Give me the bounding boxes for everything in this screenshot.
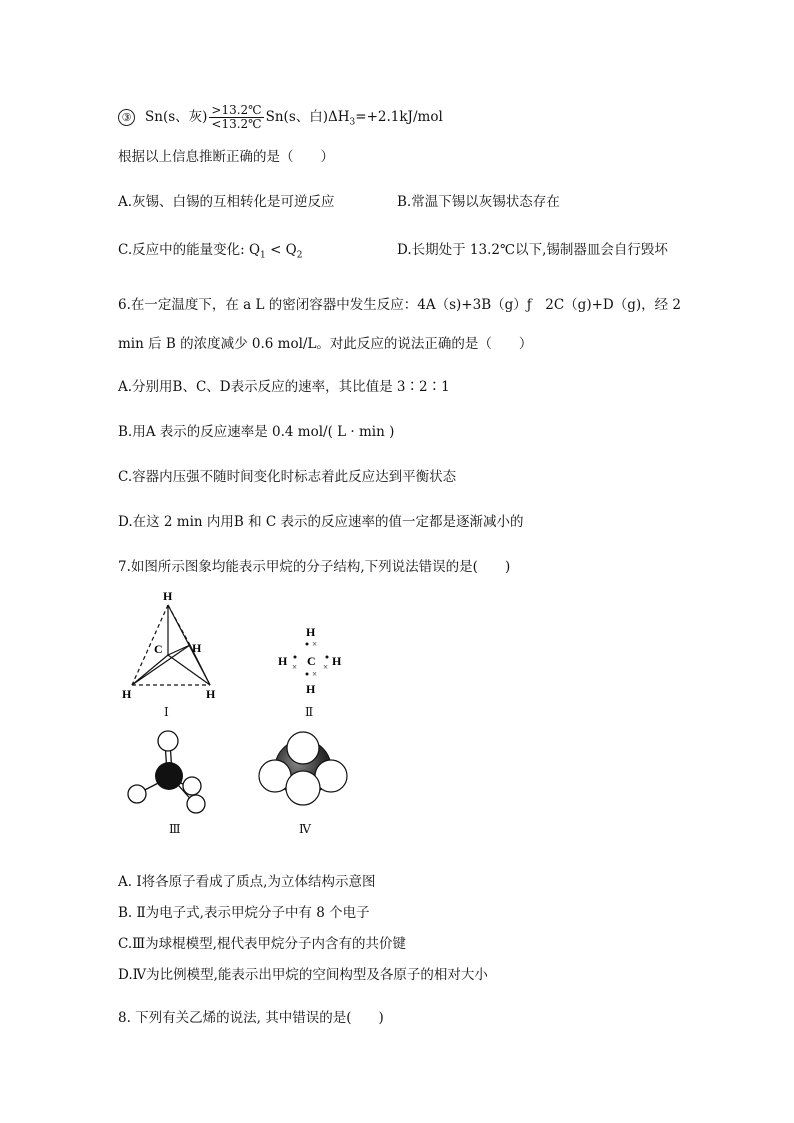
h-atom [183, 777, 201, 795]
fig1-label: Ⅰ [164, 705, 169, 719]
fig1-bottom-right-h: H [206, 687, 216, 701]
delta-h-subscript: 3 [349, 117, 356, 128]
figure-1-tetrahedron [110, 585, 240, 725]
svg-text:×: × [292, 662, 298, 672]
q7-option-a: A. Ⅰ将各原子看成了质点,为立体结构示意图 [118, 874, 376, 890]
q6-option-a: A.分别用B、C、D表示反应的速率，其比值是 3∶2∶1 [118, 379, 450, 395]
q5-stem: 根据以上信息推断正确的是（ ） [118, 149, 334, 165]
svg-text:×: × [312, 639, 318, 649]
q7-option-b: B. Ⅱ为电子式,表示甲烷分子中有 8 个电子 [118, 905, 370, 921]
figure-4-space-filling [255, 730, 355, 810]
q8-stem: 8. 下列有关乙烯的说法, 其中错误的是( ) [118, 1010, 384, 1026]
q5-option-b: B.常温下锡以灰锡状态存在 [397, 194, 560, 210]
c-atom [155, 762, 183, 790]
h-atom [158, 731, 178, 751]
q5-option-c-mid: < Q [265, 242, 297, 258]
reaction-enthalpy: =+2.1kJ/mol [355, 109, 443, 125]
fig1-top-h: H [163, 589, 173, 603]
h-atom [286, 771, 320, 805]
h-atom [128, 785, 146, 803]
circled-number-3: ③ [118, 109, 135, 126]
q5-option-c [118, 238, 302, 261]
fig1-bottom-left-h: H [122, 687, 132, 701]
q7-option-d: D.Ⅳ为比例模型,能表示出甲烷的空间构型及各原子的相对大小 [118, 967, 488, 983]
fig4-label: Ⅳ [299, 822, 311, 836]
svg-text:×: × [312, 669, 318, 679]
fig2-left-h: H [278, 654, 288, 668]
q6-option-d: D.在这 2 min 内用B 和 C 表示的反应速率的值一定都是逐渐减小的 [118, 514, 524, 530]
q6-option-b: B.用A 表示的反应速率是 0.4 mol/( L · min ) [118, 424, 395, 440]
h-atom [287, 732, 319, 764]
fig2-center-c: C [307, 654, 316, 668]
q5-option-c-sub1: 1 [260, 250, 266, 261]
figure-3-ball-stick [120, 728, 220, 818]
fig1-right-h: H [192, 641, 202, 655]
fig2-bottom-h: H [306, 682, 316, 696]
q6-option-c: C.容器内压强不随时间变化时标志着此反应达到平衡状态 [118, 469, 457, 485]
svg-text:×: × [323, 662, 329, 672]
h-atom [187, 795, 205, 813]
q5-option-a: A.灰锡、白锡的互相转化是可逆反应 [118, 194, 335, 210]
q5-option-c-sub2: 2 [296, 250, 303, 261]
figure-2-electron-dot [270, 620, 360, 700]
fig2-label: Ⅱ [305, 705, 314, 719]
q5-option-d: D.长期处于 13.2℃以下,锡制器皿会自行毁坏 [397, 242, 668, 258]
q7-option-c: C.Ⅲ为球棍模型,棍代表甲烷分子内含有的共价键 [118, 936, 406, 952]
condition-bottom: <13.2℃ [211, 117, 262, 131]
fig2-top-h: H [306, 625, 316, 639]
reaction-condition [209, 104, 263, 131]
fig1-c: C [154, 642, 163, 656]
q7-stem: 7.如图所示图象均能表示甲烷的分子结构,下列说法错误的是( ) [118, 559, 511, 575]
q5-option-c-text: C.反应中的能量变化: Q [118, 242, 261, 258]
reaction-left: Sn(s、灰) [145, 109, 208, 125]
q6-stem-line2: min 后 B 的浓度减少 0.6 mol/L。对此反应的说法正确的是（ ） [118, 336, 533, 352]
fig3-label: Ⅲ [169, 822, 181, 836]
reaction-3 [118, 104, 443, 131]
fig2-right-h: H [332, 654, 342, 668]
condition-top: >13.2℃ [211, 103, 262, 117]
q6-stem-line1: 6.在一定温度下，在 a L 的密闭容器中发生反应：4A（s)+3B（g）ƒ 2C（g)+D（g)，经 2 [118, 297, 682, 313]
reaction-right: Sn(s、白)ΔH [265, 109, 350, 125]
